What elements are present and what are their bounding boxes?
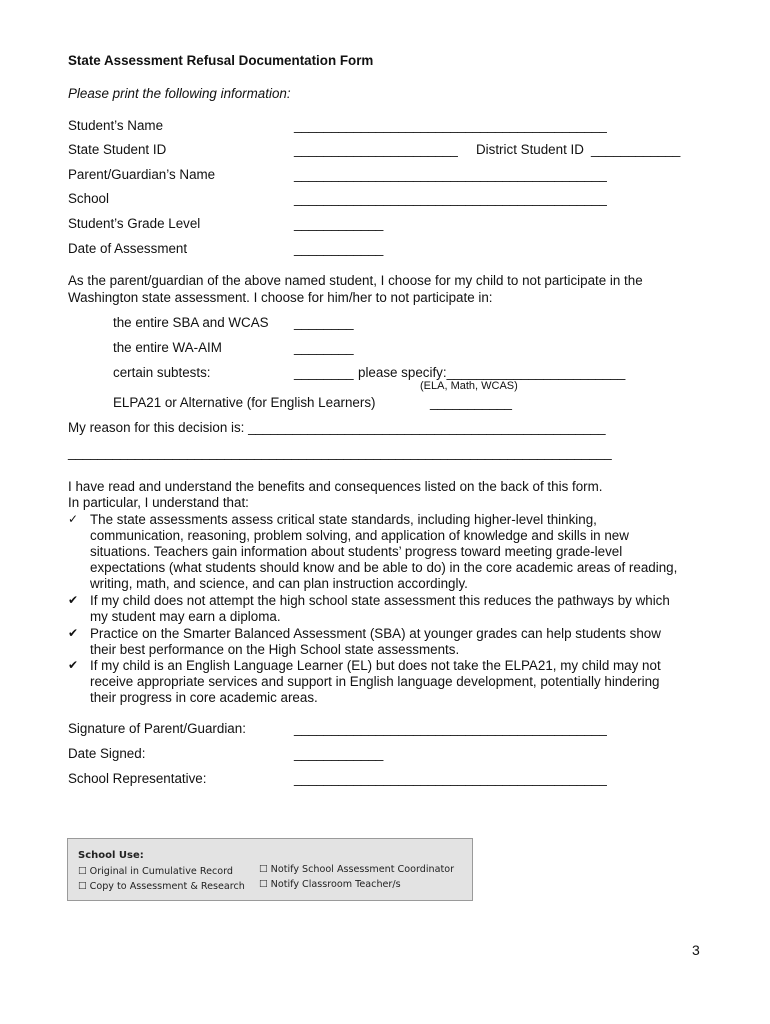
school-label: School (68, 191, 109, 206)
state-student-id-field[interactable]: ______________________ (294, 142, 458, 157)
bullet-1-line-4: expectations (what students should know and be able to do) in the core academic areas of reading, (90, 560, 678, 575)
school-rep-label: School Representative: (68, 771, 207, 786)
parent-signature-label: Signature of Parent/Guardian: (68, 721, 246, 736)
checkmark-icon: ✔ (68, 593, 79, 607)
school-field[interactable]: __________________________________________ (294, 191, 607, 206)
district-student-id-field[interactable]: ____________ (591, 142, 681, 157)
district-student-id-label: District Student ID (476, 142, 584, 157)
option-elpa21-label: ELPA21 or Alternative (for English Learners) (113, 395, 376, 410)
student-name-field[interactable]: __________________________________________ (294, 118, 607, 133)
checkmark-icon: ✔ (68, 626, 79, 640)
subtests-specify-field[interactable]: please specify:________________________ (358, 365, 626, 380)
bullet-1-line-2: communication, reasoning, problem solving, and application of knowledge and skills in new (90, 528, 629, 543)
bullet-1-line-5: writing, math, and science, and can plan instruction accordingly. (90, 576, 468, 591)
assessment-date-field[interactable]: ____________ (294, 241, 384, 256)
reason-field[interactable]: My reason for this decision is: ________________________________________________ (68, 420, 606, 435)
school-use-cumulative-record[interactable]: ☐ Original in Cumulative Record (78, 866, 233, 877)
checkmark-icon: ✓ (68, 512, 79, 526)
statement-line-2: Washington state assessment. I choose for him/her to not participate in: (68, 290, 493, 305)
page-number: 3 (692, 942, 700, 958)
state-student-id-label: State Student ID (68, 142, 167, 157)
parent-name-field[interactable]: __________________________________________ (294, 167, 607, 182)
bullet-4-line-1: If my child is an English Language Learner (EL) but does not take the ELPA21, my child may not (90, 658, 661, 673)
subtests-hint: (ELA, Math, WCAS) (420, 380, 518, 392)
grade-level-field[interactable]: ____________ (294, 216, 384, 231)
bullet-1-line-3: situations. Teachers gain information about students’ progress toward meeting grade-level (90, 544, 623, 559)
school-rep-field[interactable]: __________________________________________ (294, 771, 607, 786)
bullet-4-line-2: receive appropriate services and support in English language development, potentially hindering (90, 674, 660, 689)
school-use-title: School Use: (78, 850, 144, 861)
option-elpa21-field[interactable]: ___________ (430, 395, 512, 410)
bullet-1-line-1: The state assessments assess critical state standards, including higher-level thinking, (90, 512, 597, 527)
option-sba-wcas-field[interactable]: ________ (294, 315, 354, 330)
option-subtests-field[interactable]: ________ (294, 365, 354, 380)
date-signed-label: Date Signed: (68, 746, 146, 761)
bullet-2-line-1: If my child does not attempt the high school state assessment this reduces the pathways by which (90, 593, 670, 608)
option-wa-aim-label: the entire WA-AIM (113, 340, 222, 355)
option-wa-aim-field[interactable]: ________ (294, 340, 354, 355)
assessment-date-label: Date of Assessment (68, 241, 188, 256)
option-subtests-label: certain subtests: (113, 365, 211, 380)
student-name-label: Student’s Name (68, 118, 164, 133)
checkmark-icon: ✔ (68, 658, 79, 672)
reason-field-line-2[interactable]: _________________________________________________________________________ (68, 445, 612, 460)
form-instructions: Please print the following information: (68, 86, 291, 101)
understanding-intro-2: In particular, I understand that: (68, 495, 249, 510)
school-use-notify-teacher[interactable]: ☐ Notify Classroom Teacher/s (259, 879, 401, 890)
date-signed-field[interactable]: ____________ (294, 746, 384, 761)
school-use-box (67, 838, 473, 901)
bullet-4-line-3: their progress in core academic areas. (90, 690, 318, 705)
bullet-3-line-1: Practice on the Smarter Balanced Assessment (SBA) at younger grades can help students show (90, 626, 661, 641)
grade-level-label: Student’s Grade Level (68, 216, 201, 231)
school-use-notify-coordinator[interactable]: ☐ Notify School Assessment Coordinator (259, 864, 455, 875)
parent-signature-field[interactable]: __________________________________________ (294, 721, 607, 736)
bullet-2-line-2: my student may earn a diploma. (90, 609, 281, 624)
understanding-intro-1: I have read and understand the benefits and consequences listed on the back of this form. (68, 479, 603, 494)
statement-line-1: As the parent/guardian of the above named student, I choose for my child to not participate in the (68, 273, 643, 288)
school-use-copy-assessment[interactable]: ☐ Copy to Assessment & Research (78, 881, 245, 892)
parent-name-label: Parent/Guardian’s Name (68, 167, 216, 182)
form-title: State Assessment Refusal Documentation Form (68, 53, 374, 68)
bullet-3-line-2: their best performance on the High School state assessments. (90, 642, 460, 657)
option-sba-wcas-label: the entire SBA and WCAS (113, 315, 269, 330)
